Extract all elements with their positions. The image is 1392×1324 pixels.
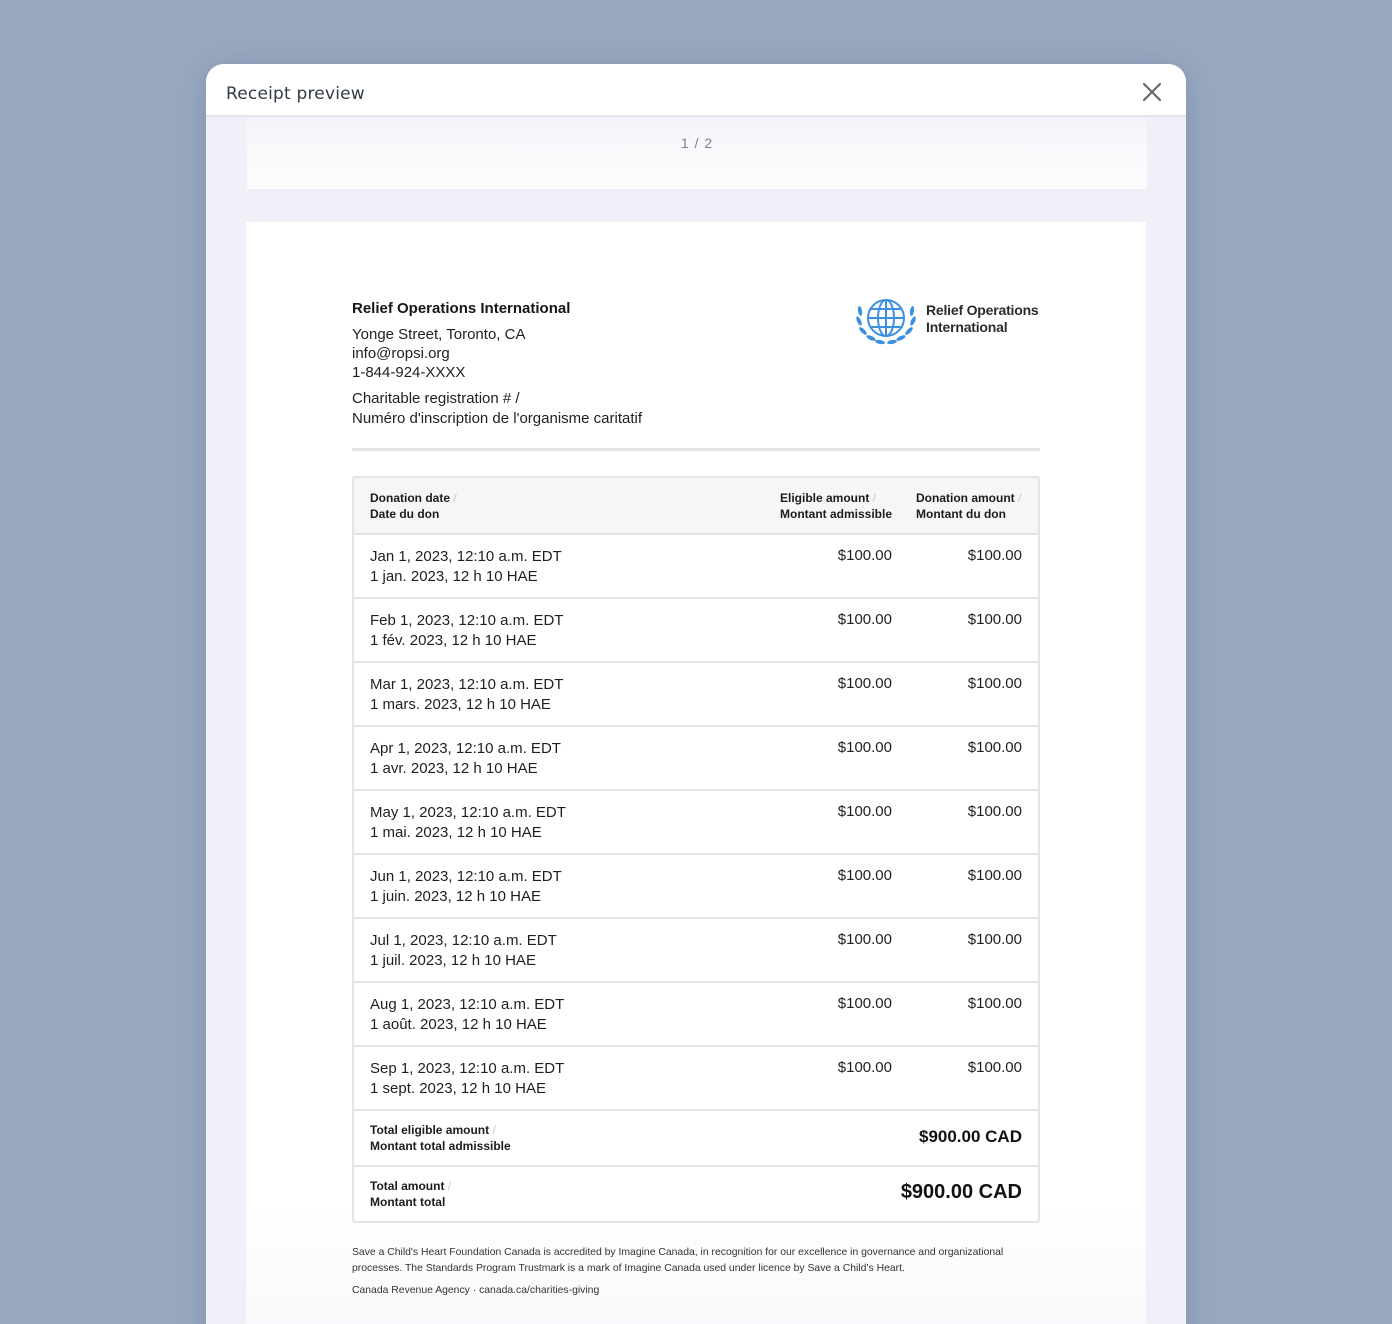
table-row [354,983,1038,1047]
modal-title: Receipt preview [226,84,365,104]
receipt-preview-modal [206,64,1186,1324]
donation-amount: $100.00 [967,611,1022,628]
donation-date: Mar 1, 2023, 12:10 a.m. EDT 1 mars. 2023, 12 h 10 HAE [370,676,564,713]
eligible-amount: $100.00 [837,547,892,564]
eligible-amount: $100.00 [837,803,892,820]
logo-line-1: Relief Operations [926,302,1039,318]
receipt-page [246,222,1146,1324]
donation-date: Feb 1, 2023, 12:10 a.m. EDT 1 fév. 2023, 12 h 10 HAE [370,612,564,649]
accreditation-note: Save a Child's Heart Foundation Canada is accredited by Imagine Canada, in recognition for our excellence in governance and organizational processes. The Standards Program Trustmark is a mark of Imagine Canada used under licence by Save a Child’s Heart. [352,1247,1004,1274]
header-divider [352,448,1040,451]
total-amount-label: Total amount / Montant total [370,1179,452,1209]
table-row [354,663,1038,727]
org-logo [854,295,1044,347]
org-name: Relief Operations International [352,300,571,317]
donation-amount: $100.00 [967,547,1022,564]
total-amount-value: $900.00 CAD [900,1181,1022,1203]
eligible-amount: $100.00 [837,739,892,756]
registration-label-en: Charitable registration # / [352,390,520,407]
column-header-date: Donation date / Date du don [370,491,457,521]
table-row [354,855,1038,919]
donation-date: Jan 1, 2023, 12:10 a.m. EDT 1 jan. 2023, 12 h 10 HAE [370,548,562,585]
table-row [354,791,1038,855]
donation-date: Jun 1, 2023, 12:10 a.m. EDT 1 juin. 2023, 12 h 10 HAE [370,868,562,905]
org-address: Yonge Street, Toronto, CA [352,326,526,343]
table-row [354,535,1038,599]
eligible-amount: $100.00 [837,611,892,628]
donations-table [352,476,1040,1223]
donation-date: May 1, 2023, 12:10 a.m. EDT 1 mai. 2023, 12 h 10 HAE [370,804,566,841]
eligible-amount: $100.00 [837,675,892,692]
total-eligible-value: $900.00 CAD [918,1127,1022,1146]
close-icon [1140,80,1164,104]
org-phone: 1-844-924-XXXX [352,364,466,381]
receipt-footer [352,1245,1040,1299]
globe-laurel-icon [854,295,918,347]
donation-amount: $100.00 [967,995,1022,1012]
logo-wordmark [926,302,1039,336]
donation-amount: $100.00 [967,739,1022,756]
table-row [354,1047,1038,1111]
donation-amount: $100.00 [967,867,1022,884]
table-header [354,478,1038,535]
previous-page-fragment [247,119,1147,189]
close-button[interactable] [1140,80,1164,104]
column-header-amount: Donation amount / Montant du don [916,491,1022,521]
donation-date: Sep 1, 2023, 12:10 a.m. EDT 1 sept. 2023, 12 h 10 HAE [370,1060,565,1097]
eligible-amount: $100.00 [837,1059,892,1076]
eligible-amount: $100.00 [837,995,892,1012]
eligible-amount: $100.00 [837,867,892,884]
total-eligible-row [354,1111,1038,1167]
column-header-eligible: Eligible amount / Montant admissible [780,491,893,521]
donation-date: Jul 1, 2023, 12:10 a.m. EDT 1 juil. 2023, 12 h 10 HAE [370,932,557,969]
donation-amount: $100.00 [967,675,1022,692]
table-row [354,727,1038,791]
table-row [354,919,1038,983]
logo-line-2: International [926,319,1008,335]
registration-label-fr: Numéro d'inscription de l'organisme caritatif [352,410,643,427]
total-amount-row [354,1167,1038,1221]
donation-amount: $100.00 [967,931,1022,948]
modal-header [206,64,1186,117]
org-email: info@ropsi.org [352,345,450,362]
donation-date: Aug 1, 2023, 12:10 a.m. EDT 1 août. 2023, 12 h 10 HAE [370,996,565,1033]
page-counter: 1 / 2 [680,135,714,151]
table-row [354,599,1038,663]
total-eligible-label: Total eligible amount / Montant total admissible [370,1123,511,1153]
donation-amount: $100.00 [967,803,1022,820]
donation-amount: $100.00 [967,1059,1022,1076]
donation-date: Apr 1, 2023, 12:10 a.m. EDT 1 avr. 2023, 12 h 10 HAE [370,740,561,777]
eligible-amount: $100.00 [837,931,892,948]
agency-link-text: Canada Revenue Agency · canada.ca/charities-giving [352,1285,600,1296]
